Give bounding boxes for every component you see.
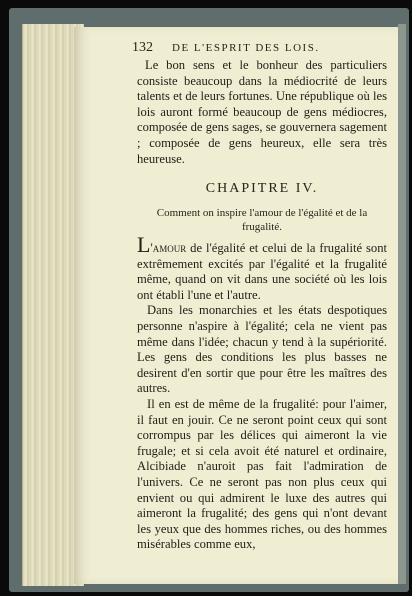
paragraph-intro: Le bon sens et le bonheur des particuliers consiste beaucoup dans la médiocrité de leurs talents et de leurs fortunes. Une république où les lois auront formé beaucoup de gens médiocres, composée de gens sages, se gouvernera sagement ; composée de gens heureux, elle sera très heureuse. [137, 58, 387, 166]
drop-cap: L [137, 232, 151, 257]
page-right-edge [398, 24, 406, 584]
lead-word: 'amour [150, 241, 187, 255]
paragraph-monarchies: Dans les monarchies et les états despotiques personne n'aspire à l'égalité; cela ne vient pas même dans l'idée; chacun y tend à la supériorité. Les gens des conditions les plus basses ne desirent d'en sortir que pour être les maîtres des autres. [137, 303, 387, 396]
chapter-body [137, 232, 387, 553]
paragraph-frugality: Il en est de même de la frugalité: pour l'aimer, il faut en jouir. Ce ne seront point ceux qui sont corrompus par les délices qui aimeront la vie frugale; et si cela avoit été naturel et ordinaire, Alcibiade n'auroit pas fait l'admiration de l'univers. Ce ne seront pas non plus ceux qui envient ou qui admirent le luxe des autres qui aimeront la frugalité; des gens qui n'ont devant les yeux que des hommes riches, ou des hommes misérables comme eux, [137, 396, 387, 552]
page-header [60, 40, 385, 58]
chapter-subtitle: Comment on inspire l'amour de l'égalité et de la frugalité. [156, 207, 368, 233]
paragraph-opening-text: de l'égalité et celui de la frugalité sont extrêmement excités par l'égalité et la frugalité même, quand on vit dans une société où les lois ont établi l'une et l'autre. [137, 241, 387, 302]
chapter-title: CHAPITRE IV. [205, 181, 319, 196]
paragraph-opening [137, 232, 387, 303]
running-head: DE L'ESPRIT DES LOIS. [172, 42, 320, 54]
page-number: 132 [132, 40, 153, 55]
